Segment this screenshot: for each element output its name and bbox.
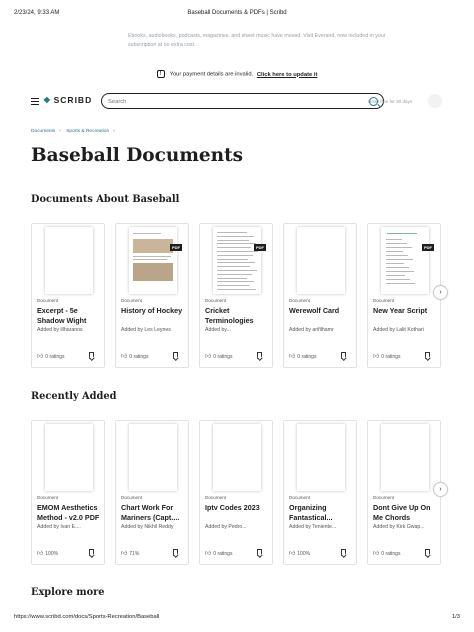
thumbnail-area [284,224,356,296]
section-title: Documents About Baseball [31,194,180,205]
card-author[interactable]: Added by illharanos [37,327,83,333]
card-rating: 0 ratings [381,551,401,557]
document-card[interactable] [31,223,105,368]
card-title[interactable]: Dont Give Up On Me Chords [373,503,431,522]
thumbs-up-icon: 👍︎ [205,551,212,557]
card-meta [205,495,268,530]
print-title: Baseball Documents & PDFs | Scribd [187,10,287,16]
document-card[interactable] [31,420,105,565]
scribd-logo[interactable] [43,95,92,106]
card-author[interactable]: Added by Pedro... [205,524,247,530]
breadcrumb-sports-recreation[interactable]: Sports & Recreation [66,129,110,134]
logo-text: SCRIBD [53,95,93,105]
alert-icon: ! [157,70,165,78]
card-footer [373,549,436,557]
card-type: Document [205,495,226,500]
card-title[interactable]: History of Hockey [121,306,183,315]
card-meta [121,298,184,333]
card-meta [289,495,352,530]
card-footer [373,352,436,360]
document-card[interactable] [115,223,189,368]
document-thumbnail[interactable] [381,424,429,491]
card-footer [37,549,100,557]
thumbnail-area [116,421,188,493]
card-author[interactable]: Added by Les Leynes [121,327,171,333]
breadcrumb [31,129,119,134]
thumbnail-area [116,224,188,296]
card-rating: 0 ratings [213,354,233,360]
top-navigation [31,93,442,111]
bookmark-icon[interactable] [89,549,94,556]
print-header [14,10,460,20]
thumbnail-area [200,421,272,493]
card-title[interactable]: EMOM Aesthetics Method - v2.0 PDF [37,503,100,522]
alert-text: Your payment details are invalid. [169,71,254,78]
explore-more-title: Explore more [31,587,105,598]
card-rating: 100% [45,551,59,557]
thumbnail-area [32,421,104,493]
free-trial-link[interactable]: Read free for 30 days [368,99,413,104]
card-meta [121,495,184,530]
document-thumbnail[interactable] [213,424,261,491]
card-carousel [31,223,451,371]
bookmark-icon[interactable] [257,352,262,359]
card-rating: 0 ratings [129,354,149,360]
bookmark-icon[interactable] [257,549,262,556]
card-type: Document [373,495,394,500]
card-author[interactable]: Added by Nikhil Reddy [121,524,174,530]
card-author[interactable]: Added by Teniente... [289,524,337,530]
card-author[interactable]: Added by Kirk Gwap... [373,524,425,530]
card-footer [37,352,100,360]
card-rating: 100% [297,551,311,557]
card-carousel [31,420,451,568]
card-footer [205,549,268,557]
bookmark-icon[interactable] [89,352,94,359]
card-rating: 0 ratings [381,354,401,360]
card-type: Document [289,495,310,500]
search-input[interactable] [108,97,338,106]
card-title[interactable]: Cricket Terminologies [205,306,254,325]
print-footer [14,614,460,622]
document-card[interactable] [283,420,357,565]
card-rating: 0 ratings [297,354,317,360]
thumbnail-area [32,224,104,296]
card-author[interactable]: Added by Ivan E.... [37,524,81,530]
card-rating: 0 ratings [213,551,233,557]
card-meta [205,298,268,333]
thumbs-up-icon: 👍︎ [205,354,212,360]
chevron-right-icon: › [113,129,115,134]
document-card[interactable] [367,223,441,368]
card-title[interactable]: New Year Script [373,306,428,315]
card-title[interactable]: Werewolf Card [289,306,340,315]
card-footer [289,352,352,360]
card-type: Document [37,298,58,303]
breadcrumb-documents[interactable]: Documents [31,129,56,134]
document-thumbnail[interactable] [297,227,345,294]
payment-alert [0,70,474,78]
card-author[interactable]: Added by arifilhamr [289,327,334,333]
card-title[interactable]: Iptv Codes 2023 [205,503,260,512]
card-meta [373,495,436,530]
document-card[interactable] [115,420,189,565]
thumbs-up-icon: 👍︎ [121,551,128,557]
document-thumbnail[interactable] [213,227,261,294]
bookmark-icon[interactable] [425,549,430,556]
thumbs-up-icon: 👍︎ [373,354,380,360]
menu-icon[interactable] [31,98,39,105]
card-footer [121,549,184,557]
pdf-badge: PDF [172,245,180,250]
search-bar[interactable] [101,93,384,109]
document-card[interactable] [283,223,357,368]
document-thumbnail[interactable] [129,424,177,491]
card-footer [121,352,184,360]
bookmark-icon[interactable] [173,352,178,359]
avatar[interactable] [428,94,442,108]
card-rating: 0 ratings [45,354,65,360]
print-page-number: 1/3 [451,614,460,620]
card-title[interactable]: Excerpt - 5e Shadow Wight [37,306,87,325]
document-card[interactable] [199,420,273,565]
section-title: Recently Added [31,391,117,402]
card-title[interactable]: Organizing Fantastical... [289,503,333,522]
thumbnail-area [368,421,440,493]
update-payment-link[interactable]: Click here to update it [256,71,318,78]
card-meta [37,298,100,333]
card-meta [37,495,100,530]
card-type: Document [37,495,58,500]
thumbnail-area [200,224,272,296]
thumbnail-area [368,224,440,296]
logo-icon: ❖ [43,95,52,105]
thumbnail-area [284,421,356,493]
print-datetime: 2/23/24, 9:33 AM [14,10,60,16]
bookmark-icon[interactable] [425,352,430,359]
card-title[interactable]: Chart Work For Mariners (Capt.... [121,503,180,522]
thumbs-up-icon: 👍︎ [373,551,380,557]
carousel-next-button[interactable]: › [433,285,448,300]
document-thumbnail[interactable] [129,227,177,294]
carousel-next-button[interactable]: › [433,482,448,497]
document-thumbnail[interactable] [45,424,93,491]
thumbs-up-icon: 👍︎ [121,354,128,360]
card-type: Document [373,298,394,303]
card-footer [205,352,268,360]
card-rating: 71% [129,551,140,557]
thumbs-up-icon: 👍︎ [289,551,296,557]
bookmark-icon[interactable] [173,549,178,556]
document-card[interactable] [199,223,273,368]
document-thumbnail[interactable] [381,227,429,294]
document-thumbnail[interactable] [45,227,93,294]
card-meta [373,298,436,333]
document-thumbnail[interactable] [297,424,345,491]
card-type: Document [121,495,142,500]
print-url: https://www.scribd.com/docs/Sports-Recreation/Baseball [14,614,160,620]
bookmark-icon[interactable] [341,549,346,556]
card-type: Document [205,298,226,303]
card-author[interactable]: Added by Lalit Kothari [373,327,424,333]
document-card[interactable] [367,420,441,565]
chevron-right-icon: › [59,129,61,134]
pdf-badge: PDF [256,245,264,250]
card-author[interactable]: Added by... [205,327,231,333]
thumbs-up-icon: 👍︎ [37,354,44,360]
thumbs-up-icon: 👍︎ [37,551,44,557]
bookmark-icon[interactable] [341,352,346,359]
card-type: Document [121,298,142,303]
thumbs-up-icon: 👍︎ [289,354,296,360]
page-title: Baseball Documents [31,145,244,166]
card-meta [289,298,352,333]
pdf-badge: PDF [424,245,432,250]
everand-notice: Ebooks, audiobooks, podcasts, magazines, and sheet music have moved. Visit Everand, now included in your subscription at no extra cost. [128,33,386,48]
card-footer [289,549,352,557]
card-type: Document [289,298,310,303]
